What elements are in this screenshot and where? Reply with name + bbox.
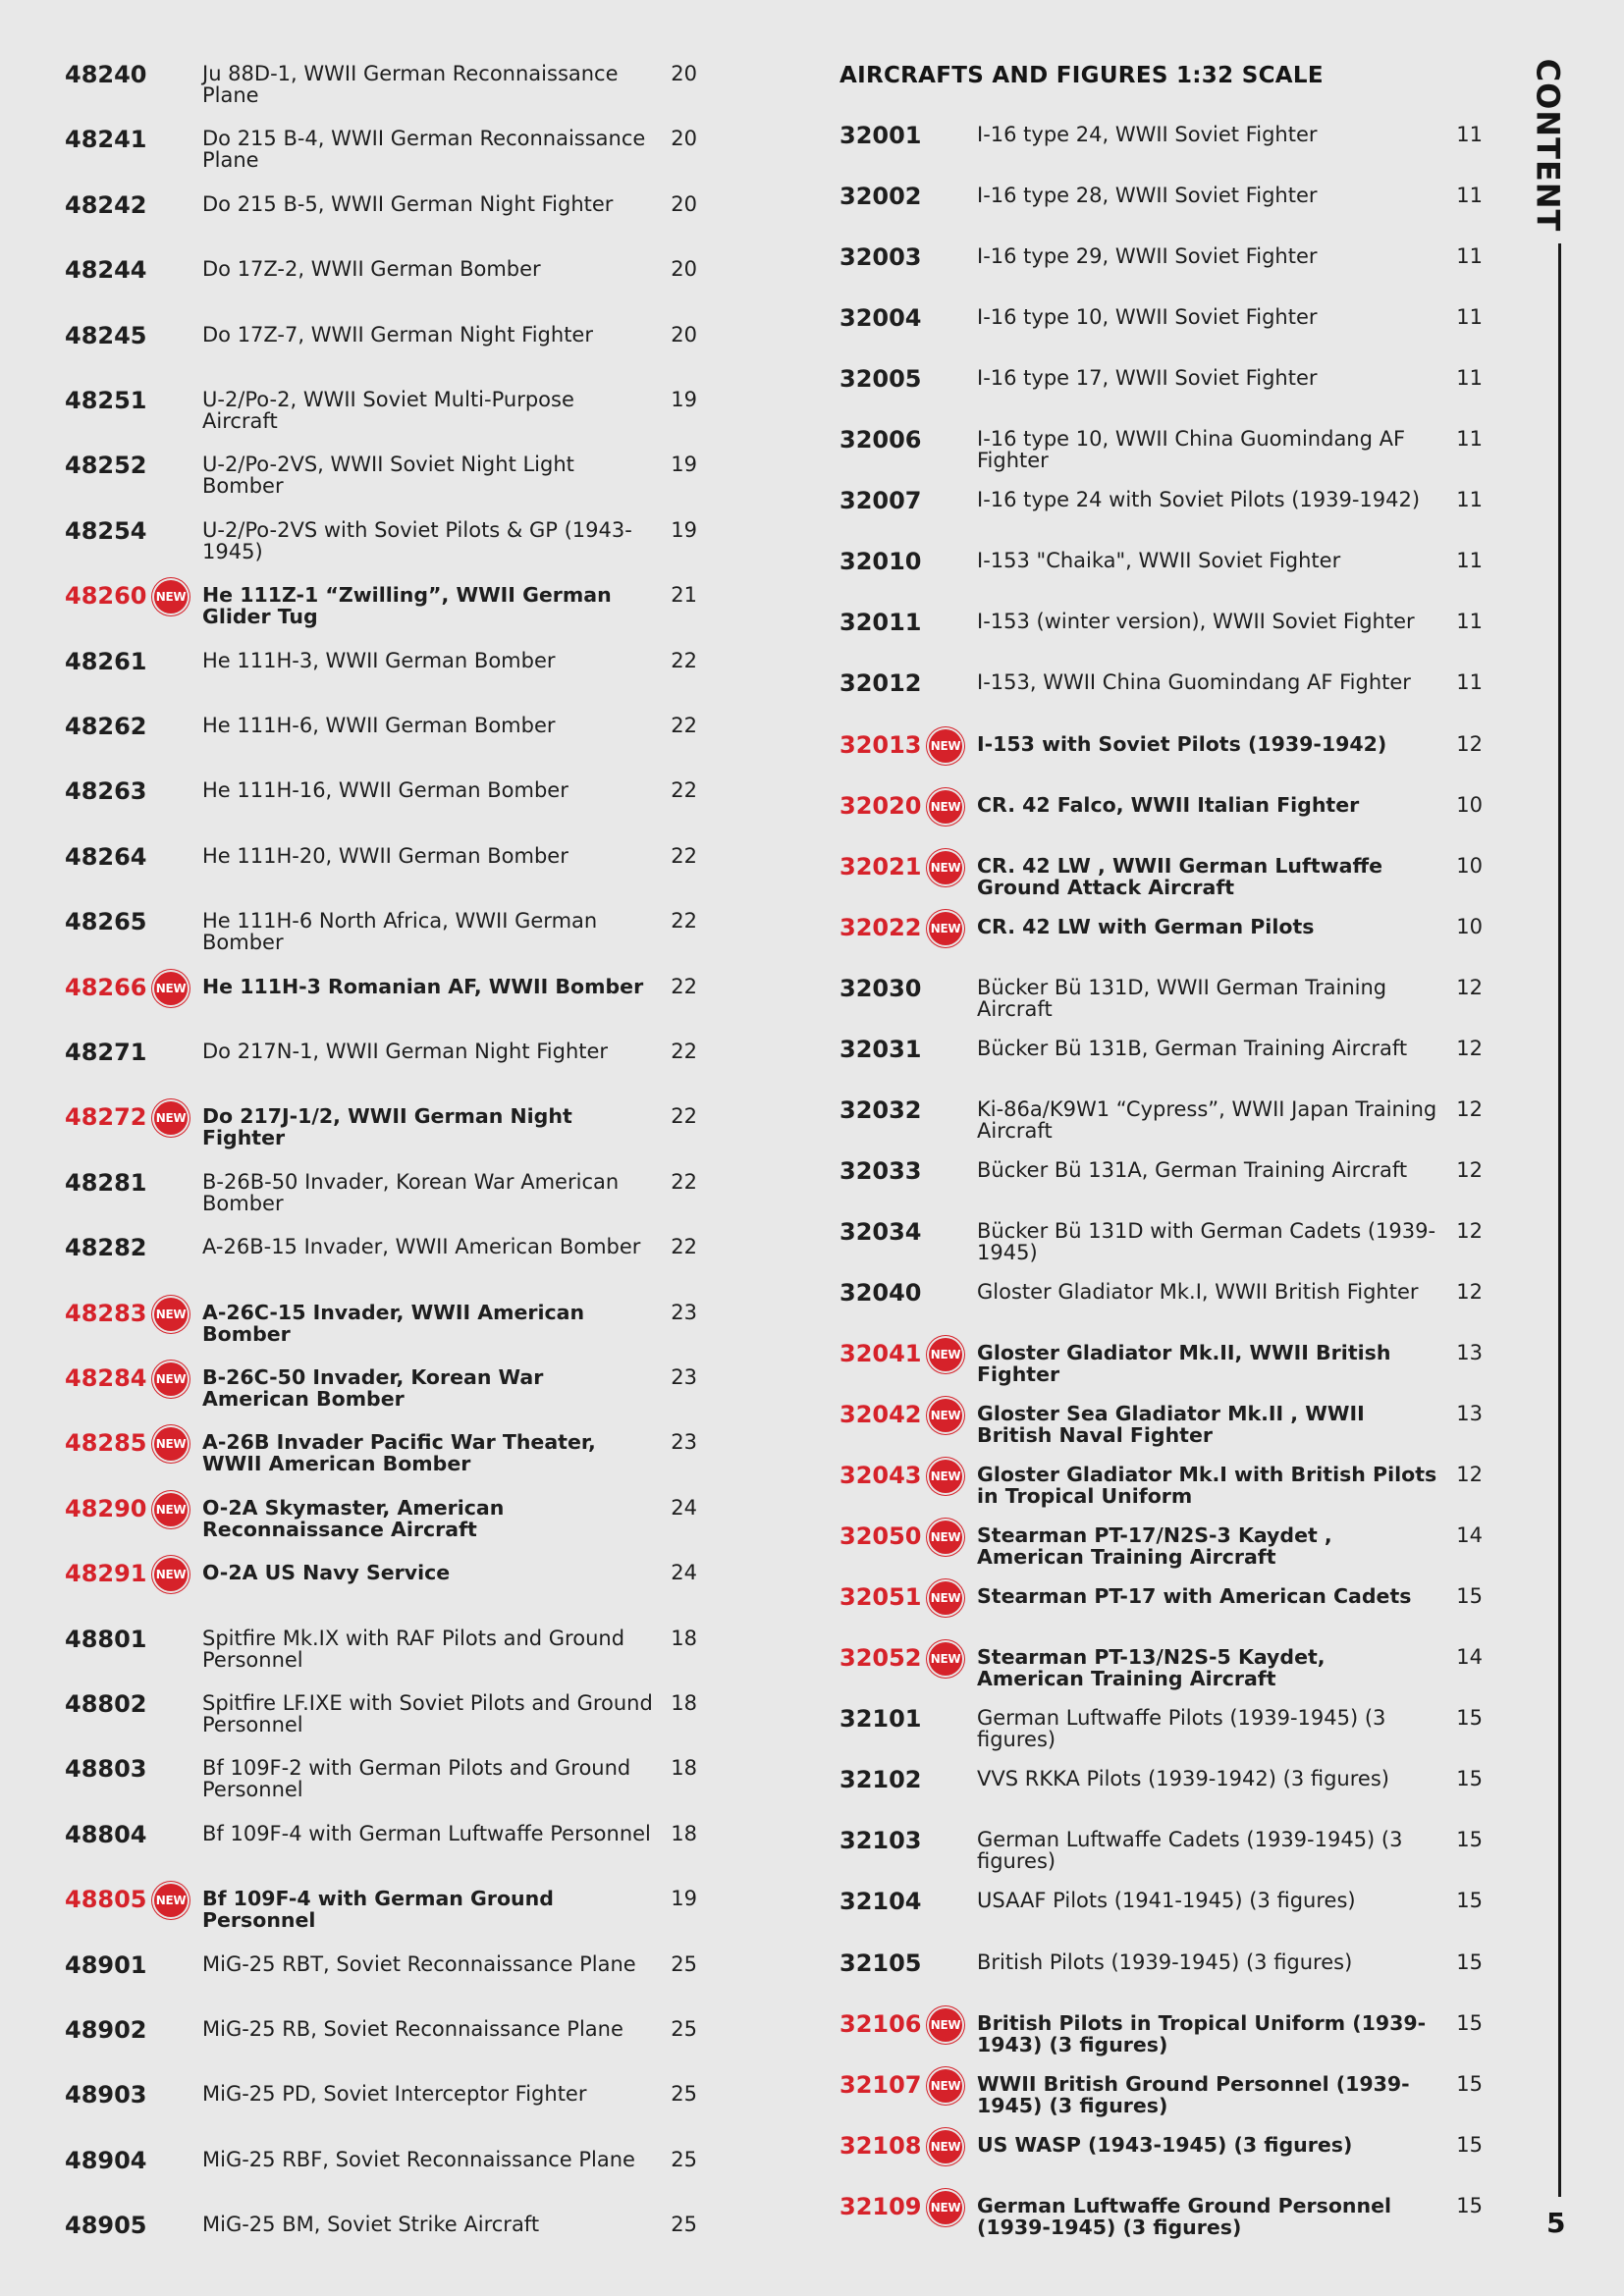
item-code: 32103 [839, 1827, 922, 1855]
item-page: 24 [671, 1561, 697, 1585]
item-page: 10 [1456, 914, 1483, 938]
item-title: He 111H-20, WWII German Bomber [202, 843, 568, 868]
item-page: 18 [671, 1626, 697, 1650]
item-page: 25 [671, 2147, 697, 2171]
catalog-entry [0, 1888, 1492, 1947]
item-code: 48901 [65, 1950, 147, 1979]
item-title: Spitfire Mk.IX with RAF Pilots and Ground Personnel [202, 1626, 625, 1672]
item-code: 48291 [65, 1560, 147, 1588]
item-code: 32003 [839, 243, 922, 272]
catalog-entry [0, 243, 1492, 302]
item-page: 23 [671, 1430, 697, 1455]
item-code: 48801 [65, 1625, 147, 1653]
item-title: U-2/Po-2VS, WWII Soviet Night Light Bomber [202, 453, 574, 499]
item-title: Gloster Gladiator Mk.I with British Pilots in Tropical Uniform [977, 1463, 1437, 1509]
item-title: VVS RKKA Pilots (1939-1942) (3 figures) [977, 1767, 1389, 1791]
item-code: 48261 [65, 647, 147, 675]
item-page: 14 [1456, 1645, 1483, 1670]
item-page: 23 [671, 1365, 697, 1389]
item-title: A-26B-15 Invader, WWII American Bomber [202, 1235, 641, 1259]
item-code: 48805 [65, 1886, 147, 1914]
catalog-entry [0, 1462, 1492, 1521]
item-code: 48284 [65, 1364, 147, 1392]
item-page: 10 [1456, 853, 1483, 878]
new-badge-icon: NEW [152, 1882, 189, 1919]
new-badge-icon: NEW [927, 2067, 964, 2105]
item-page: 12 [1456, 1096, 1483, 1121]
catalog-entry [0, 609, 1492, 667]
item-page: 19 [671, 1887, 697, 1911]
item-title: I-16 type 24, WWII Soviet Fighter [977, 123, 1318, 146]
item-page: 15 [1456, 1949, 1483, 1974]
item-page: 22 [671, 648, 697, 672]
new-badge-icon: NEW [927, 849, 964, 886]
item-page: 10 [1456, 792, 1483, 817]
item-code: 32105 [839, 1949, 922, 1977]
item-title: German Luftwaffe Ground Personnel (1939-1945) (3 figures) [977, 2193, 1392, 2239]
new-badge-icon: NEW [927, 727, 964, 765]
item-title: Ki-86a/K9W1 “Cypress”, WWII Japan Training Aircraft [977, 1096, 1437, 1143]
item-code: 48904 [65, 2146, 147, 2174]
item-code: 48254 [65, 516, 147, 545]
item-page: 13 [1456, 1402, 1483, 1426]
item-page: 11 [1456, 427, 1483, 452]
new-badge-icon: NEW [927, 1397, 964, 1434]
item-code: 32043 [839, 1462, 922, 1490]
item-title: WWII British Ground Personnel (1939-1945) (3 figures) [977, 2071, 1410, 2117]
catalog-entry [0, 1705, 1492, 1764]
item-page: 11 [1456, 488, 1483, 512]
item-page: 11 [1456, 366, 1483, 391]
item-page: 12 [1456, 1036, 1483, 1060]
item-code: 32001 [839, 122, 922, 149]
catalog-entry [0, 792, 1492, 851]
item-title: Bücker Bü 131D with German Cadets (1939-1945) [977, 1218, 1436, 1264]
item-page: 14 [1456, 1523, 1483, 1548]
item-page: 22 [671, 909, 697, 934]
new-badge-icon: NEW [152, 1556, 189, 1593]
item-code: 32107 [839, 2070, 922, 2099]
item-page: 22 [671, 778, 697, 803]
item-title: Gloster Gladiator Mk.I, WWII British Fighter [977, 1279, 1419, 1304]
item-title: I-16 type 17, WWII Soviet Fighter [977, 366, 1318, 391]
item-page: 23 [671, 1300, 697, 1324]
item-code: 32050 [839, 1522, 922, 1551]
catalog-entry [0, 914, 1492, 973]
item-title: MiG-25 RBT, Soviet Reconnaissance Plane [202, 1951, 636, 1976]
item-page: 15 [1456, 2132, 1483, 2157]
item-page: 15 [1456, 1584, 1483, 1609]
item-title: Do 17Z-2, WWII German Bomber [202, 257, 541, 282]
new-badge-icon: NEW [152, 1099, 189, 1137]
new-badge-icon: NEW [927, 2189, 964, 2226]
item-code: 32108 [839, 2131, 922, 2160]
item-code: 32034 [839, 1217, 922, 1246]
catalog-entry [0, 1218, 1492, 1277]
new-badge-icon: NEW [927, 1579, 964, 1617]
item-page: 11 [1456, 244, 1483, 269]
item-title: Ju 88D-1, WWII German Reconnaissance Plane [202, 62, 619, 107]
item-code: 32013 [839, 730, 922, 759]
new-badge-icon: NEW [927, 1336, 964, 1373]
item-code: 32010 [839, 548, 922, 576]
item-title: I-16 type 10, WWII China Guomindang AF Fighter [977, 427, 1406, 473]
item-title: German Luftwaffe Pilots (1939-1945) (3 figures) [977, 1706, 1386, 1752]
catalog-entry [0, 1949, 1492, 2008]
new-badge-icon: NEW [152, 1425, 189, 1463]
sidebar-divider [1558, 243, 1561, 2197]
item-title: British Pilots (1939-1945) (3 figures) [977, 1949, 1353, 1974]
item-title: I-16 type 29, WWII Soviet Fighter [977, 244, 1318, 269]
catalog-entry [0, 548, 1492, 607]
catalog-entry [0, 1279, 1492, 1338]
catalog-entry [0, 304, 1492, 363]
item-page: 18 [671, 1756, 697, 1781]
new-badge-icon: NEW [152, 578, 189, 615]
item-code: 32040 [839, 1278, 922, 1307]
item-code: 32004 [839, 304, 922, 333]
item-title: Stearman PT-13/N2S-5 Kaydet, American Training Aircraft [977, 1645, 1326, 1691]
catalog-entry [0, 1644, 1492, 1703]
catalog-entry [0, 365, 1492, 424]
item-code: 32006 [839, 426, 922, 454]
item-page: 20 [671, 62, 697, 85]
item-title: O-2A US Navy Service [202, 1561, 451, 1585]
item-title: Gloster Sea Gladiator Mk.II , WWII British Naval Fighter [977, 1402, 1365, 1448]
item-code: 48272 [65, 1103, 147, 1132]
new-badge-icon: NEW [152, 1361, 189, 1398]
item-page: 18 [671, 1821, 697, 1845]
item-title: CR. 42 LW , WWII German Luftwaffe Ground Attack Aircraft [977, 853, 1382, 899]
item-code: 48251 [65, 387, 147, 414]
item-code: 32033 [839, 1156, 922, 1185]
item-code: 48263 [65, 777, 147, 806]
catalog-entry [0, 1583, 1492, 1642]
item-page: 11 [1456, 549, 1483, 573]
new-badge-icon: NEW [927, 788, 964, 826]
new-badge-icon: NEW [927, 910, 964, 947]
item-code: 32002 [839, 183, 922, 211]
item-page: 11 [1456, 305, 1483, 330]
item-code: 32031 [839, 1035, 922, 1063]
item-code: 32011 [839, 609, 922, 637]
item-page: 13 [1456, 1341, 1483, 1364]
item-title: Bf 109F-2 with German Pilots and Ground Personnel [202, 1756, 631, 1802]
item-title: Stearman PT-17 with American Cadets [977, 1584, 1412, 1609]
new-badge-icon: NEW [152, 1296, 189, 1333]
item-page: 11 [1456, 123, 1483, 146]
item-title: He 111H-6 North Africa, WWII German Bomber [202, 909, 598, 955]
catalog-entry [0, 487, 1492, 546]
catalog-entry [0, 2071, 1492, 2130]
item-title: Do 215 B-4, WWII German Reconnaissance Plane [202, 127, 646, 173]
item-title: I-153 (winter version), WWII Soviet Fighter [977, 610, 1415, 634]
item-title: Spitfire LF.IXE with Soviet Pilots and Ground Personnel [202, 1691, 653, 1736]
item-page: 15 [1456, 1828, 1483, 1852]
catalog-entry [0, 1827, 1492, 1886]
item-page: 22 [671, 1235, 697, 1259]
item-title: USAAF Pilots (1941-1945) (3 figures) [977, 1889, 1356, 1913]
item-title: I-16 type 10, WWII Soviet Fighter [977, 305, 1318, 330]
item-code: 48804 [65, 1820, 147, 1848]
catalog-entry [0, 2132, 1492, 2191]
catalog-entry [0, 2010, 1492, 2069]
item-title: Do 217N-1, WWII German Night Fighter [202, 1040, 609, 1063]
new-badge-icon: NEW [152, 970, 189, 1007]
item-page: 22 [671, 1040, 697, 1063]
item-page: 19 [671, 453, 697, 477]
item-code: 48803 [65, 1755, 147, 1784]
item-page: 25 [671, 2017, 697, 2041]
item-code: 32051 [839, 1583, 922, 1612]
item-code: 32109 [839, 2192, 922, 2220]
item-title: Bf 109F-4 with German Ground Personnel [202, 1887, 554, 1933]
item-code: 48283 [65, 1299, 147, 1327]
catalog-entry [0, 975, 1492, 1034]
catalog-entry [0, 426, 1492, 485]
item-page: 24 [671, 1495, 697, 1520]
catalog-entry [0, 1766, 1492, 1825]
item-code: 48244 [65, 256, 147, 285]
item-code: 32104 [839, 1888, 922, 1916]
item-code: 32032 [839, 1095, 922, 1124]
item-title: Stearman PT-17/N2S-3 Kaydet , American Training Aircraft [977, 1523, 1332, 1570]
item-title: O-2A Skymaster, American Reconnaissance Aircraft [202, 1495, 505, 1541]
item-code: 48252 [65, 452, 147, 480]
item-title: B-26C-50 Invader, Korean War American Bomber [202, 1365, 544, 1411]
item-page: 20 [671, 127, 697, 151]
item-code: 48902 [65, 2016, 147, 2044]
item-title: Do 17Z-7, WWII German Night Fighter [202, 322, 593, 347]
catalog-entry [0, 2193, 1492, 2252]
item-code: 32101 [839, 1705, 922, 1734]
item-title: MiG-25 RBF, Soviet Reconnaissance Plane [202, 2147, 635, 2171]
item-title: He 111H-16, WWII German Bomber [202, 778, 568, 803]
item-page: 15 [1456, 2193, 1483, 2217]
item-page: 19 [671, 517, 697, 542]
catalog-entry [0, 1522, 1492, 1585]
item-code: 32102 [839, 1766, 922, 1794]
catalog-entry [0, 669, 1492, 728]
item-page: 12 [1456, 1218, 1483, 1243]
new-badge-icon: NEW [927, 1519, 964, 1556]
item-code: 48290 [65, 1494, 147, 1522]
item-page: 25 [671, 2213, 697, 2237]
item-code: 32030 [839, 974, 922, 1002]
item-title: Gloster Gladiator Mk.II, WWII British Fighter [977, 1341, 1391, 1386]
item-code: 32052 [839, 1644, 922, 1673]
item-title: I-153 with Soviet Pilots (1939-1942) [977, 731, 1387, 756]
new-badge-icon: NEW [927, 1458, 964, 1495]
item-code: 32042 [839, 1401, 922, 1429]
item-page: 19 [671, 388, 697, 411]
catalog-entry [0, 1096, 1492, 1155]
item-title: Bücker Bü 131A, German Training Aircraft [977, 1157, 1408, 1182]
new-badge-icon: NEW [152, 1491, 189, 1528]
item-page: 15 [1456, 2010, 1483, 2035]
item-code: 48905 [65, 2212, 147, 2240]
item-title: B-26B-50 Invader, Korean War American Bomber [202, 1169, 620, 1215]
item-title: He 111H-6, WWII German Bomber [202, 714, 556, 737]
item-code: 48241 [65, 126, 147, 154]
item-title: US WASP (1943-1945) (3 figures) [977, 2132, 1353, 2157]
item-title: He 111Z-1 “Zwilling”, WWII German Glider Tug [202, 583, 612, 629]
section-heading: AIRCRAFTS AND FIGURES 1:32 SCALE [839, 63, 1324, 88]
item-page: 20 [671, 191, 697, 216]
item-title: I-16 type 24 with Soviet Pilots (1939-1942) [977, 488, 1421, 512]
item-code: 48262 [65, 713, 147, 740]
item-code: 32005 [839, 365, 922, 394]
item-code: 48242 [65, 190, 147, 219]
item-title: A-26C-15 Invader, WWII American Bomber [202, 1300, 585, 1346]
item-code: 48245 [65, 321, 147, 349]
item-code: 32021 [839, 852, 922, 881]
item-title: Bf 109F-4 with German Luftwaffe Personnel [202, 1821, 651, 1845]
item-page: 15 [1456, 1889, 1483, 1913]
item-page: 20 [671, 322, 697, 347]
item-code: 32022 [839, 913, 922, 941]
item-page: 12 [1456, 1279, 1483, 1304]
item-page: 22 [671, 1104, 697, 1129]
item-page: 12 [1456, 731, 1483, 756]
item-page: 11 [1456, 610, 1483, 634]
item-code: 32007 [839, 487, 922, 515]
new-badge-icon: NEW [927, 1640, 964, 1678]
item-code: 48265 [65, 908, 147, 936]
catalog-entry [0, 1401, 1492, 1460]
item-title: Do 215 B-5, WWII German Night Fighter [202, 191, 614, 216]
item-code: 48282 [65, 1234, 147, 1262]
item-code: 32041 [839, 1340, 922, 1367]
catalog-entry [0, 731, 1492, 790]
catalog-entry [0, 1340, 1492, 1399]
item-code: 32106 [839, 2009, 922, 2038]
item-title: I-16 type 28, WWII Soviet Fighter [977, 184, 1318, 208]
item-code: 48285 [65, 1429, 147, 1458]
item-title: U-2/Po-2VS with Soviet Pilots & GP (1943-1945) [202, 517, 632, 563]
item-title: He 111H-3 Romanian AF, WWII Bomber [202, 974, 644, 998]
item-page: 18 [671, 1691, 697, 1715]
item-title: German Luftwaffe Cadets (1939-1945) (3 figures) [977, 1828, 1403, 1874]
item-page: 11 [1456, 670, 1483, 695]
item-page: 11 [1456, 184, 1483, 208]
item-code: 32012 [839, 669, 922, 698]
item-page: 21 [671, 583, 697, 608]
item-title: He 111H-3, WWII German Bomber [202, 648, 556, 672]
item-page: 12 [1456, 1157, 1483, 1182]
item-code: 48903 [65, 2081, 147, 2109]
sidebar-label: CONTENT [1529, 58, 1567, 232]
item-page: 15 [1456, 1767, 1483, 1791]
catalog-entry [0, 61, 707, 120]
catalog-entry [0, 122, 1492, 181]
item-page: 25 [671, 1951, 697, 1976]
catalog-entry [0, 853, 1492, 912]
item-page: 12 [1456, 975, 1483, 999]
item-title: MiG-25 PD, Soviet Interceptor Fighter [202, 2082, 587, 2107]
catalog-entry [0, 183, 1492, 241]
item-page: 22 [671, 714, 697, 737]
item-page: 15 [1456, 2071, 1483, 2096]
catalog-entry [0, 1157, 1492, 1216]
item-code: 48240 [65, 61, 147, 88]
item-title: Bücker Bü 131D, WWII German Training Aircraft [977, 975, 1387, 1021]
item-title: CR. 42 Falco, WWII Italian Fighter [977, 792, 1360, 817]
item-title: MiG-25 RB, Soviet Reconnaissance Plane [202, 2017, 623, 2041]
item-page: 22 [671, 974, 697, 998]
item-title: Bücker Bü 131B, German Training Aircraft [977, 1036, 1408, 1060]
item-title: I-153, WWII China Guomindang AF Fighter [977, 670, 1411, 695]
catalog-entry [0, 1036, 1492, 1095]
item-title: U-2/Po-2, WWII Soviet Multi-Purpose Aircraft [202, 388, 574, 433]
item-code: 48281 [65, 1168, 147, 1197]
item-title: Do 217J-1/2, WWII German Night Fighter [202, 1104, 572, 1150]
item-page: 22 [671, 1169, 697, 1194]
item-title: British Pilots in Tropical Uniform (1939-1943) (3 figures) [977, 2010, 1427, 2056]
item-code: 48271 [65, 1039, 147, 1066]
item-code: 48266 [65, 973, 147, 1001]
item-title: MiG-25 BM, Soviet Strike Aircraft [202, 2213, 540, 2237]
item-title: I-153 "Chaika", WWII Soviet Fighter [977, 549, 1341, 573]
new-badge-icon: NEW [927, 2128, 964, 2165]
item-page: 20 [671, 257, 697, 282]
item-code: 48264 [65, 842, 147, 871]
item-page: 22 [671, 843, 697, 868]
item-page: 15 [1456, 1706, 1483, 1731]
item-title: CR. 42 LW with German Pilots [977, 914, 1315, 938]
item-page: 25 [671, 2082, 697, 2107]
item-code: 48260 [65, 582, 147, 611]
new-badge-icon: NEW [927, 2006, 964, 2044]
page-number: 5 [1546, 2207, 1566, 2239]
item-code: 48802 [65, 1690, 147, 1718]
item-code: 32020 [839, 791, 922, 820]
item-page: 12 [1456, 1463, 1483, 1487]
item-title: A-26B Invader Pacific War Theater, WWII American Bomber [202, 1430, 596, 1476]
